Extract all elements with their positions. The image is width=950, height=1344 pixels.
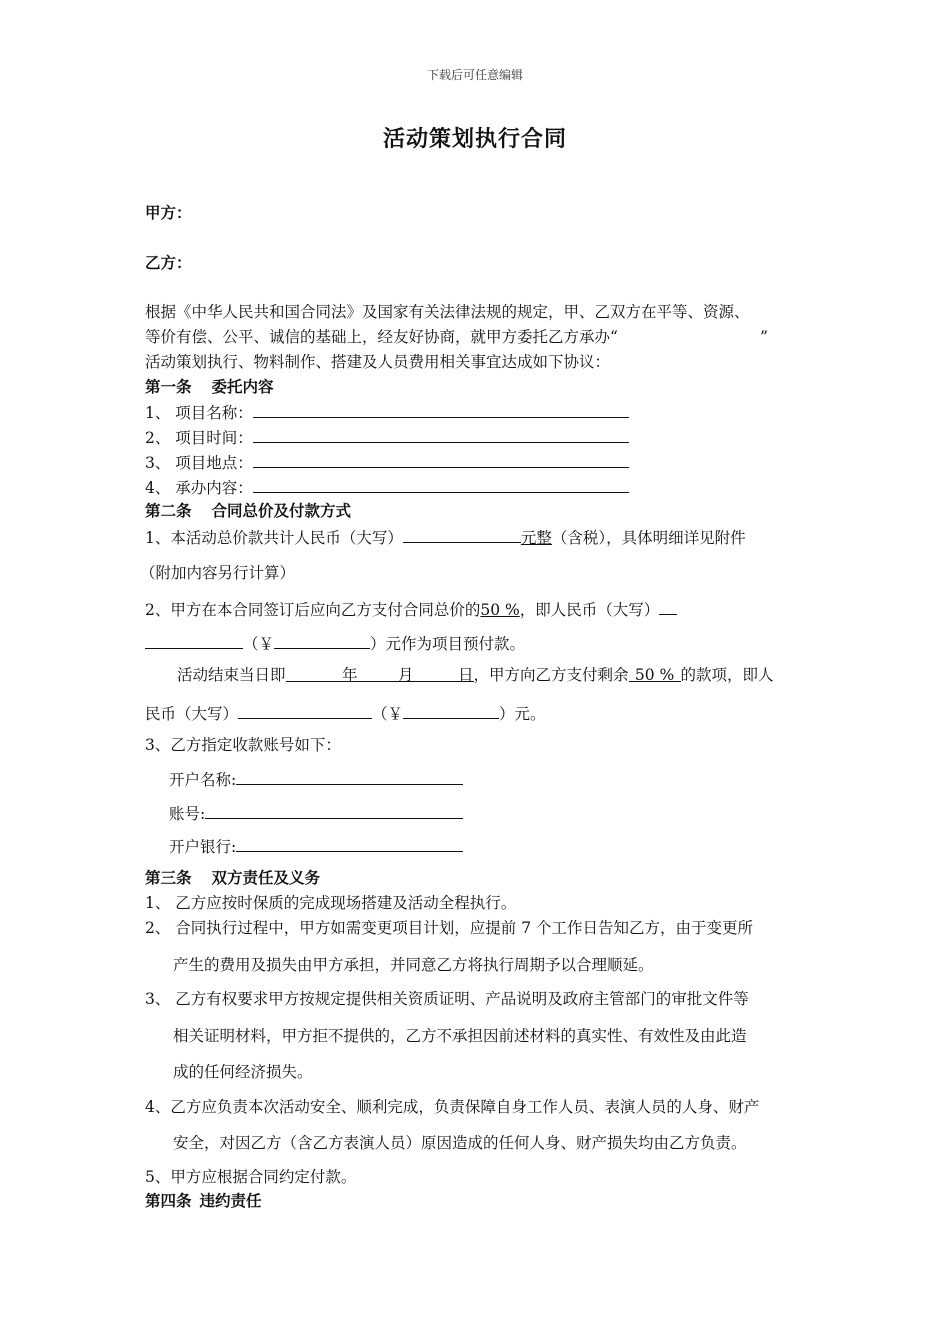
- article-1-number: 第一条: [145, 378, 192, 396]
- final-yen-close: ）元。: [499, 705, 546, 723]
- project-name-blank: [253, 401, 629, 418]
- article-3-item-2: 2、 合同执行过程中，甲方如需变更项目计划，应提前 7 个工作日告知乙方，由于变更所: [145, 919, 754, 937]
- article-3-item-5: 5、甲方应根据合同约定付款。: [145, 1168, 357, 1186]
- account-bank-blank: [236, 835, 463, 852]
- contract-title: 活动策划执行合同: [382, 127, 567, 152]
- final-day-blank: [422, 665, 474, 682]
- final-percent-blank: [629, 665, 681, 682]
- final-month-label: 月: [398, 666, 414, 684]
- article-3-heading: [145, 868, 320, 888]
- article-2-number: 第二条: [145, 502, 192, 520]
- final-amount-text: 民币（大写）: [145, 705, 239, 723]
- article-1-item-3: [145, 451, 629, 473]
- article-1-item-1: [145, 401, 629, 423]
- article-1-item-4: [145, 476, 629, 498]
- final-yen-open: （￥: [372, 705, 404, 723]
- project-content-blank: [253, 476, 629, 493]
- article-2-heading: [145, 501, 351, 521]
- account-name-blank: [236, 768, 463, 785]
- article-2-para-3: [177, 665, 774, 685]
- article-3-item-3-cont-2: 成的任何经济损失。: [173, 1063, 313, 1081]
- header-note: 下载后可任意编辑: [426, 68, 523, 82]
- article-2-para-2-cont: [145, 632, 525, 654]
- account-bank-label: 开户银行:: [169, 838, 237, 856]
- article-3-title: 双方责任及义务: [211, 869, 321, 887]
- intro-line-2: [145, 327, 618, 347]
- final-yen-blank: [403, 702, 499, 719]
- item-2-label: 2、 项目时间：: [145, 429, 253, 447]
- account-bank-row: [169, 835, 463, 857]
- final-month-blank: [362, 665, 422, 682]
- article-1-title: 委托内容: [211, 378, 274, 396]
- prepay-amount-text: ，即人民币（大写）: [519, 601, 660, 619]
- prepay-amount-blank-start: [659, 598, 677, 615]
- account-number-label: 账号:: [169, 805, 206, 823]
- project-time-blank: [253, 426, 629, 443]
- article-2-para-2: [145, 598, 677, 620]
- total-price-tail: （含税），具体明细详见附件: [551, 529, 746, 547]
- prepay-yen-blank: [274, 632, 370, 649]
- final-pay-mid: ，甲方向乙方支付剩余: [473, 666, 629, 684]
- article-3-item-3: 3、 乙方有权要求甲方按规定提供相关资质证明、产品说明及政府主管部门的审批文件等: [145, 990, 749, 1008]
- article-4-title: 违约责任: [199, 1192, 262, 1210]
- article-2-title: 合同总价及付款方式: [211, 502, 352, 520]
- article-2-para-1: [145, 526, 746, 548]
- article-2-para-4: [145, 702, 546, 724]
- prepay-percent: 50 %: [480, 601, 520, 619]
- final-year-label: 年: [342, 666, 358, 684]
- article-4-heading: [145, 1191, 262, 1211]
- final-pay-tail: 的款项，即人: [680, 666, 774, 684]
- prepay-text: 2、甲方在本合同签订后应向乙方支付合同总价的: [145, 601, 481, 619]
- party-b-label: 乙方：: [145, 254, 192, 272]
- final-year-blank: [286, 665, 362, 682]
- intro-close-quote: ”: [760, 328, 768, 346]
- final-percent: 50 %: [634, 666, 675, 684]
- prepay-yen-close: ）元作为项目预付款。: [370, 635, 526, 653]
- intro-line-3: 活动策划执行、物料制作、搭建及人员费用相关事宜达成如下协议：: [145, 353, 611, 371]
- final-pay-text: 活动结束当日即: [177, 666, 286, 684]
- intro-line-1: 根据《中华人民共和国合同法》及国家有关法律法规的规定，甲、乙双方在平等、资源、: [145, 303, 750, 321]
- article-1-heading: [145, 377, 274, 397]
- article-3-item-2-cont: 产生的费用及损失由甲方承担，并同意乙方将执行周期予以合理顺延。: [173, 956, 654, 974]
- total-price-unit: 元整: [520, 529, 552, 547]
- account-number-blank: [205, 802, 463, 819]
- final-amount-blank: [238, 702, 372, 719]
- item-1-label: 1、 项目名称：: [145, 404, 253, 422]
- party-a-label: 甲方：: [145, 204, 192, 222]
- article-3-item-4-cont: 安全，对因乙方（含乙方表演人员）原因造成的任何人身、财产损失均由乙方负责。: [173, 1134, 747, 1152]
- account-number-row: [169, 802, 463, 824]
- article-2-para-5: 3、乙方指定收款账号如下：: [145, 736, 341, 754]
- article-3-item-1: 1、 乙方应按时保质的完成现场搭建及活动全程执行。: [145, 894, 517, 912]
- article-3-item-3-cont-1: 相关证明材料，甲方拒不提供的，乙方不承担因前述材料的真实性、有效性及由此造: [173, 1027, 747, 1045]
- article-1-item-2: [145, 426, 629, 448]
- intro-line-2-text: 等价有偿、公平、诚信的基础上，经友好协商，就甲方委托乙方承办“: [145, 328, 618, 346]
- article-4-number: 第四条: [145, 1192, 192, 1210]
- total-price-text: 1、本活动总价款共计人民币（大写）: [145, 529, 403, 547]
- prepay-amount-blank: [145, 632, 243, 649]
- item-4-label: 4、 承办内容：: [145, 479, 253, 497]
- account-name-row: [169, 768, 463, 790]
- project-location-blank: [253, 451, 629, 468]
- article-3-number: 第三条: [145, 869, 192, 887]
- account-name-label: 开户名称:: [169, 771, 237, 789]
- total-price-blank: [403, 526, 521, 543]
- final-day-label: 日: [458, 666, 474, 684]
- prepay-yen-open: （￥: [243, 635, 275, 653]
- article-3-item-4: 4、乙方应负责本次活动安全、顺利完成，负责保障自身工作人员、表演人员的人身、财产: [145, 1098, 760, 1116]
- item-3-label: 3、 项目地点：: [145, 454, 253, 472]
- article-2-para-1-note: （附加内容另行计算）: [140, 564, 296, 582]
